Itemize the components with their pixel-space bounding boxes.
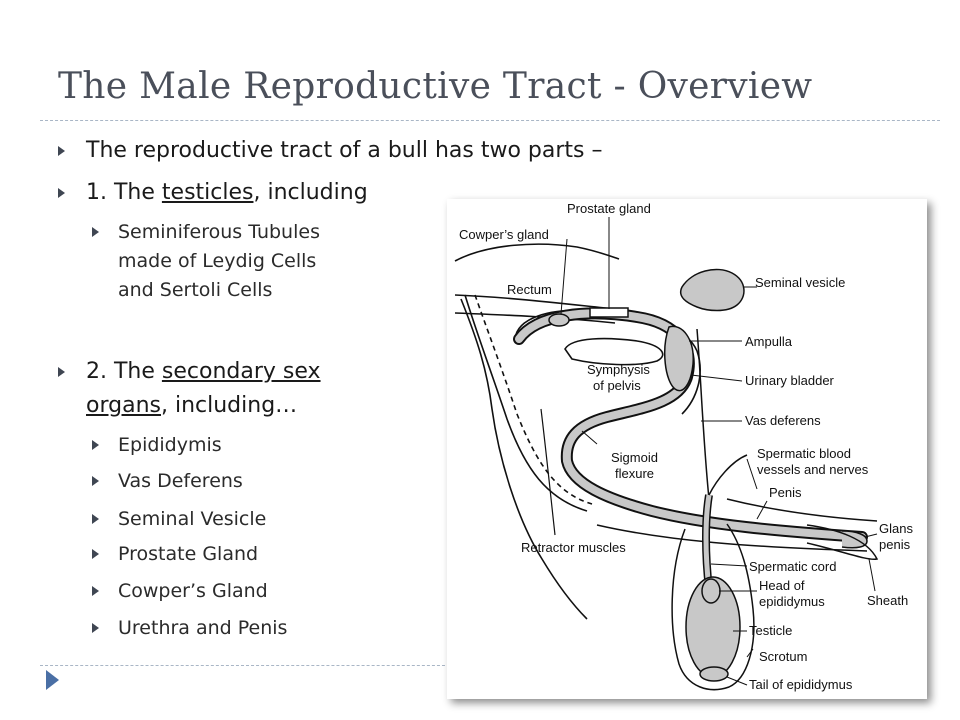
leader-cord: [711, 564, 747, 566]
page-title: The Male Reproductive Tract - Overview: [58, 66, 813, 107]
label-testicle: Testicle: [749, 623, 793, 638]
seminal-vesicle-shape: [681, 269, 744, 310]
symphysis-bone: [565, 339, 663, 365]
label-retractor-muscles: Retractor muscles: [521, 540, 626, 555]
label-scrotum: Scrotum: [759, 649, 808, 664]
leader-penis: [757, 501, 767, 519]
label-head-1: Head of: [759, 578, 805, 593]
prostate-shape: [590, 308, 628, 317]
label-vas-deferens: Vas deferens: [745, 413, 821, 428]
list-item-label: Epididymis: [118, 434, 222, 456]
abdomen-line: [727, 499, 877, 521]
leader-sheath: [869, 559, 875, 591]
label-tail-epididymus: Tail of epididymus: [749, 677, 853, 692]
diagram-svg: [447, 199, 927, 699]
sub-bullet-text-line2: made of Leydig Cells: [118, 250, 317, 272]
bullet-arrow-icon: [92, 440, 99, 450]
bullet-arrow-icon: [92, 549, 99, 559]
spermatic-vessels-line: [709, 455, 747, 495]
bullet-arrow-icon: [92, 514, 99, 524]
bullet-prefix: 2. The: [86, 359, 162, 384]
sub-bullet-text-line3: and Sertoli Cells: [118, 279, 273, 301]
leader-tail: [727, 677, 747, 685]
label-urinary-bladder: Urinary bladder: [745, 373, 834, 388]
label-sigmoid-2: flexure: [615, 466, 655, 481]
label-glans-2: penis: [879, 537, 911, 552]
bullet-prefix: 1. The: [86, 180, 162, 205]
vas-deferens-line: [697, 329, 709, 499]
secondary-sex-link[interactable]: secondary sex: [161, 359, 321, 384]
urinary-bladder-shape: [665, 326, 693, 390]
list-item-label: Seminal Vesicle: [118, 508, 267, 530]
bullet-arrow-icon: [92, 476, 99, 486]
label-rectum: Rectum: [507, 282, 552, 297]
organs-link[interactable]: organs: [86, 393, 161, 418]
bullet-arrow-icon: [92, 623, 99, 633]
label-ampulla: Ampulla: [745, 334, 792, 349]
list-item-label: Urethra and Penis: [118, 617, 288, 639]
testicles-link[interactable]: testicles: [161, 180, 254, 205]
bullet-arrow-icon: [58, 146, 65, 156]
leader-sigmoid: [582, 431, 597, 444]
cowpers-gland-shape: [549, 314, 569, 326]
list-item-label: Prostate Gland: [118, 543, 259, 565]
bullet-text: The reproductive tract of a bull has two parts –: [86, 138, 603, 163]
title-divider: [40, 120, 940, 121]
sub-bullet-text-line1: Seminiferous Tubules: [118, 221, 320, 243]
label-sheath: Sheath: [867, 593, 909, 608]
bullet-arrow-icon: [58, 367, 65, 377]
label-vessels-1: Spermatic blood: [757, 446, 851, 461]
label-sigmoid-1: Sigmoid: [611, 450, 658, 465]
label-head-2: epididymus: [759, 594, 825, 609]
bullet-suffix: , including: [253, 180, 368, 205]
bullet-arrow-icon: [92, 227, 99, 237]
back-outline: [455, 244, 619, 261]
label-penis: Penis: [769, 485, 802, 500]
epididymus-tail-shape: [700, 667, 728, 681]
leader-vessels: [747, 459, 757, 489]
epididymus-head-shape: [702, 579, 720, 603]
label-prostate-gland: Prostate gland: [567, 201, 651, 216]
list-item-label: Cowper’s Gland: [118, 580, 268, 602]
label-vessels-2: vessels and nerves: [757, 462, 869, 477]
retractor-muscle-line: [541, 409, 555, 535]
label-seminal-vesicle: Seminal vesicle: [755, 275, 846, 290]
list-item-label: Vas Deferens: [118, 470, 243, 492]
footer-divider: [40, 665, 450, 666]
label-spermatic-cord: Spermatic cord: [749, 559, 837, 574]
label-symphysis-1: Symphysis: [587, 362, 650, 377]
bullet-arrow-icon: [92, 586, 99, 596]
reproductive-tract-diagram: [447, 199, 927, 699]
slide-marker-icon: [46, 670, 59, 690]
label-glans-1: Glans: [879, 521, 913, 536]
label-symphysis-2: of pelvis: [593, 378, 641, 393]
label-cowpers-gland: Cowper’s gland: [459, 227, 549, 242]
bullet-suffix: , including…: [160, 393, 298, 418]
leader-cowpers: [561, 239, 567, 314]
bullet-arrow-icon: [58, 188, 65, 198]
